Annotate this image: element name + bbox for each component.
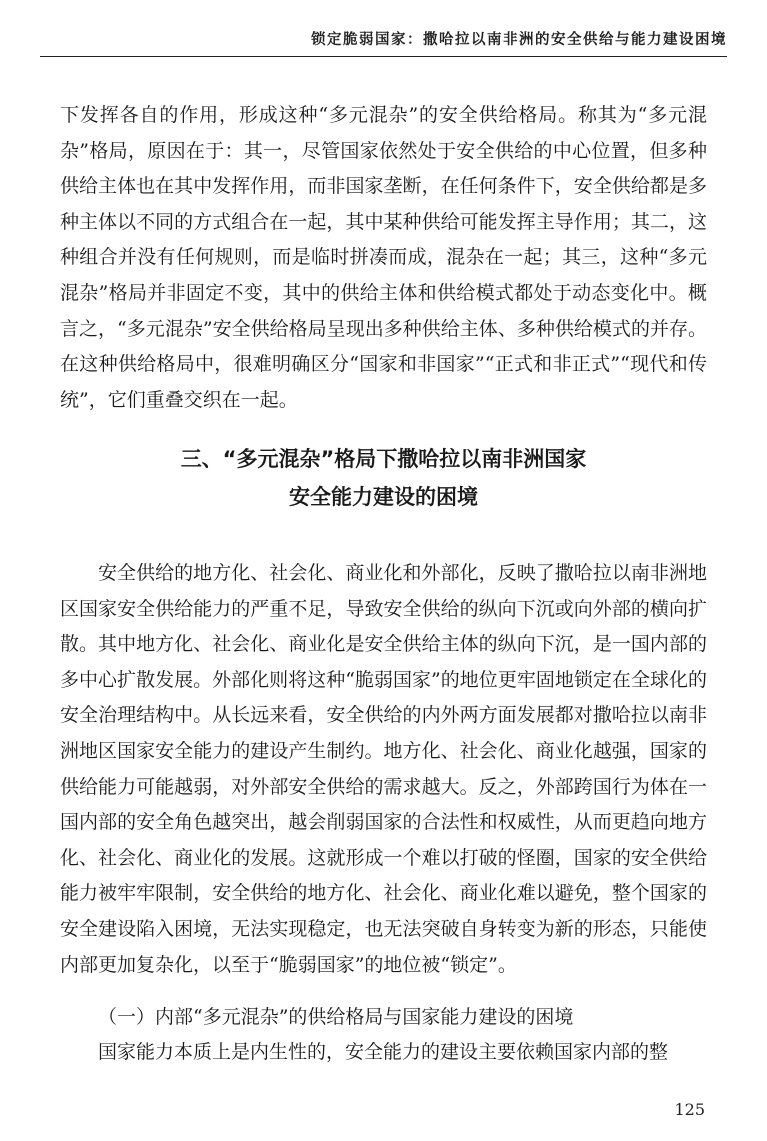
body-paragraph: 国家能力本质上是内生性的，安全能力的建设主要依赖国家内部的整: [98, 1041, 669, 1063]
body-paragraph: 安全供给的地方化、社会化、商业化和外部化，反映了撒哈拉以南非洲地区国家安全供给能力的严重不足，导致安全供给的纵向下沉或向外部的横向扩散。其中地方化、社会化、商业化是安全供给主体的纵向下沉，是一国内部的多中心扩散发展。外部化则将这种“脆弱国家”的地位更牢固地锁定在全球化的安全治理结构中。从长远来看，安全供给的内外两方面发展都对撒哈拉以南非洲地区国家安全能力的建设产生制约。地方化、社会化、商业化越强，国家的供给能力可能越弱，对外部安全供给的需求越大。反之，外部跨国行为体在一国内部的安全角色越突出，越会削弱国家的合法性和权威性，从而更趋向地方化、社会化、商业化的发展。这就形成一个难以打破的怪圈，国家的安全供给能力被牢牢限制，安全供给的地方化、社会化、商业化难以避免，整个国家的安全建设陷入困境，无法实现稳定，也无法突破自身转变为新的形态，只能使内部更加复杂化，以至于“脆弱国家”的地位被“锁定”。: [60, 562, 707, 976]
sub-heading: （一）内部“多元混杂”的供给格局与国家能力建设的困境: [98, 1006, 574, 1028]
section-heading-line: 安全能力建设的困境: [289, 485, 478, 509]
section-heading-line: 三、“多元混杂”格局下撒哈拉以南非洲国家: [180, 447, 587, 471]
body-paragraph: 下发挥各自的作用，形成这种“多元混杂”的安全供给格局。称其为“多元混杂”格局，原因在于：其一，尽管国家依然处于安全供给的中心位置，但多种供给主体也在其中发挥作用，而非国家垄断，在任何条件下，安全供给都是多种主体以不同的方式组合在一起，其中某种供给可能发挥主导作用；其二，这种组合并没有任何规则，而是临时拼凑而成，混杂在一起；其三，这种“多元混杂”格局并非固定不变，其中的供给主体和供给模式都处于动态变化中。概言之，“多元混杂”安全供给格局呈现出多种供给主体、多种供给模式的并存。在这种供给格局中，很难明确区分“国家和非国家”“正式和非正式”“现代和传统”，它们重叠交织在一起。: [60, 104, 707, 411]
section-heading: [60, 440, 707, 516]
page-number: 125: [674, 1100, 705, 1119]
running-header: 锁定脆弱国家：撒哈拉以南非洲的安全供给与能力建设困境: [311, 31, 727, 48]
header-divider: [40, 56, 727, 57]
